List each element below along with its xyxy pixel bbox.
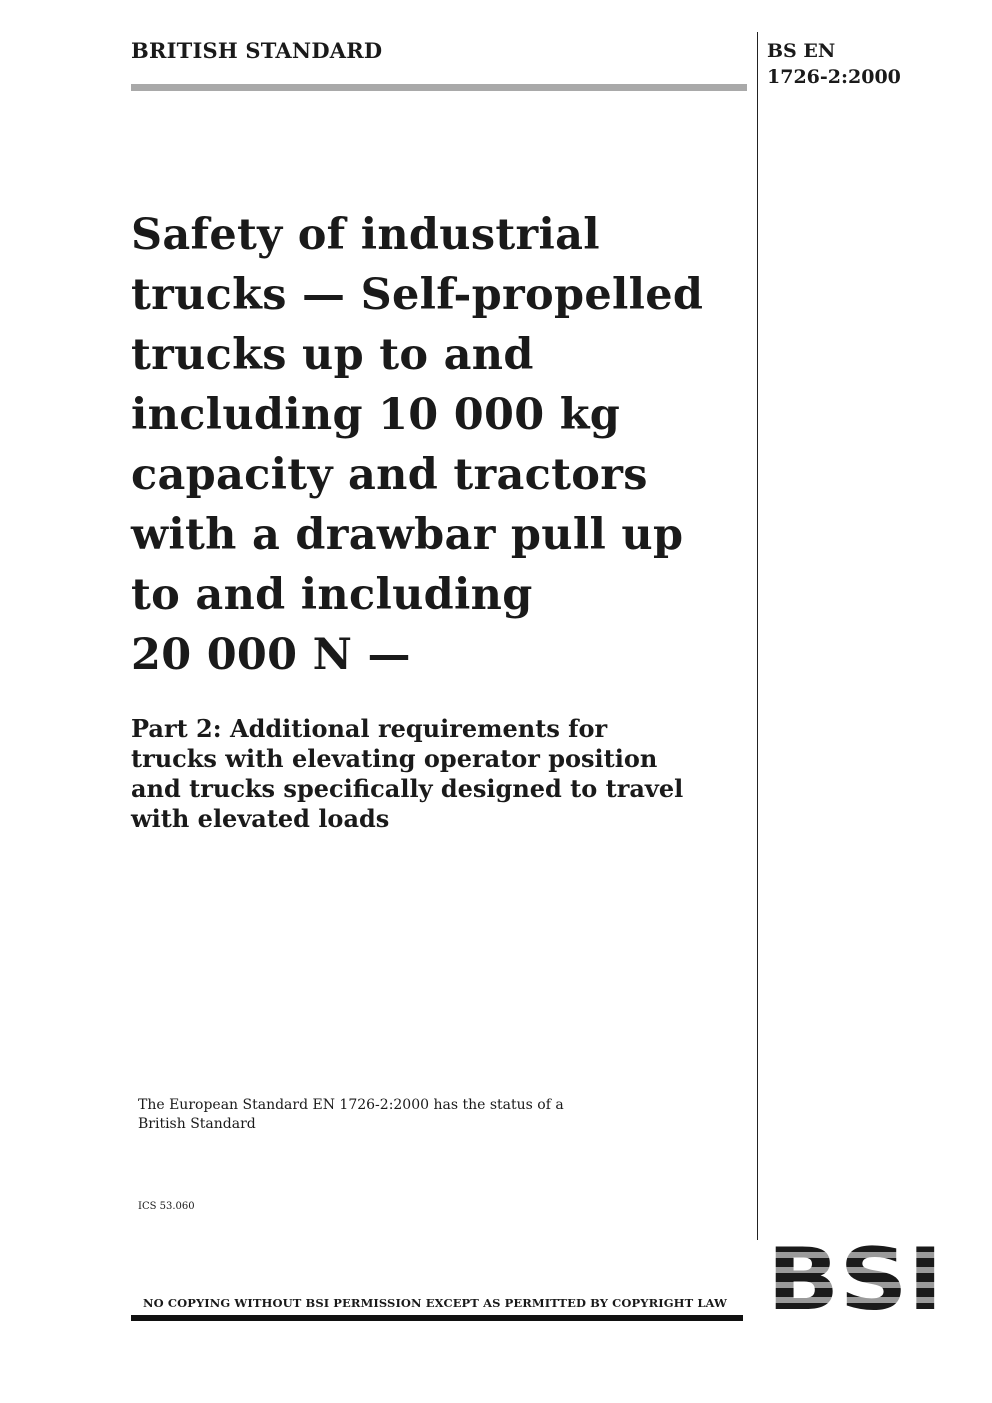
footer-rule bbox=[131, 1315, 743, 1321]
subtitle-line: Part 2: Additional requirements for bbox=[131, 714, 608, 743]
main-title-line: capacity and tractors bbox=[131, 450, 648, 500]
main-title-line: to and including bbox=[131, 570, 533, 620]
bsi-logo-bands bbox=[767, 1243, 943, 1313]
vertical-divider bbox=[757, 32, 758, 1240]
main-title-line: 20 000 N — bbox=[131, 630, 411, 680]
status-note-line: The European Standard EN 1726-2:2000 has the status of a bbox=[138, 1097, 564, 1113]
bsi-logo bbox=[767, 1243, 943, 1313]
main-title-line: trucks — Self-propelled bbox=[131, 270, 704, 320]
subtitle-line: trucks with elevating operator position bbox=[131, 744, 658, 773]
main-title-line: trucks up to and bbox=[131, 330, 534, 380]
standard-number bbox=[767, 38, 901, 90]
standard-number-line-1: BS EN bbox=[767, 40, 836, 62]
subtitle-line: and trucks specifically designed to travel bbox=[131, 774, 684, 803]
ics-code: ICS 53.060 bbox=[138, 1201, 195, 1212]
status-note-line: British Standard bbox=[138, 1116, 256, 1132]
status-note bbox=[138, 1096, 578, 1134]
main-title-line: Safety of industrial bbox=[131, 210, 600, 260]
header-rule bbox=[131, 84, 747, 91]
main-title-line: including 10 000 kg bbox=[131, 390, 621, 440]
main-title bbox=[131, 205, 731, 685]
document-type-label: BRITISH STANDARD bbox=[131, 38, 383, 63]
subtitle-line: with elevated loads bbox=[131, 804, 390, 833]
copyright-notice: NO COPYING WITHOUT BSI PERMISSION EXCEPT AS PERMITTED BY COPYRIGHT LAW bbox=[143, 1296, 728, 1310]
standard-number-line-2: 1726-2:2000 bbox=[767, 66, 901, 88]
part-subtitle bbox=[131, 714, 741, 834]
main-title-line: with a drawbar pull up bbox=[131, 510, 684, 560]
